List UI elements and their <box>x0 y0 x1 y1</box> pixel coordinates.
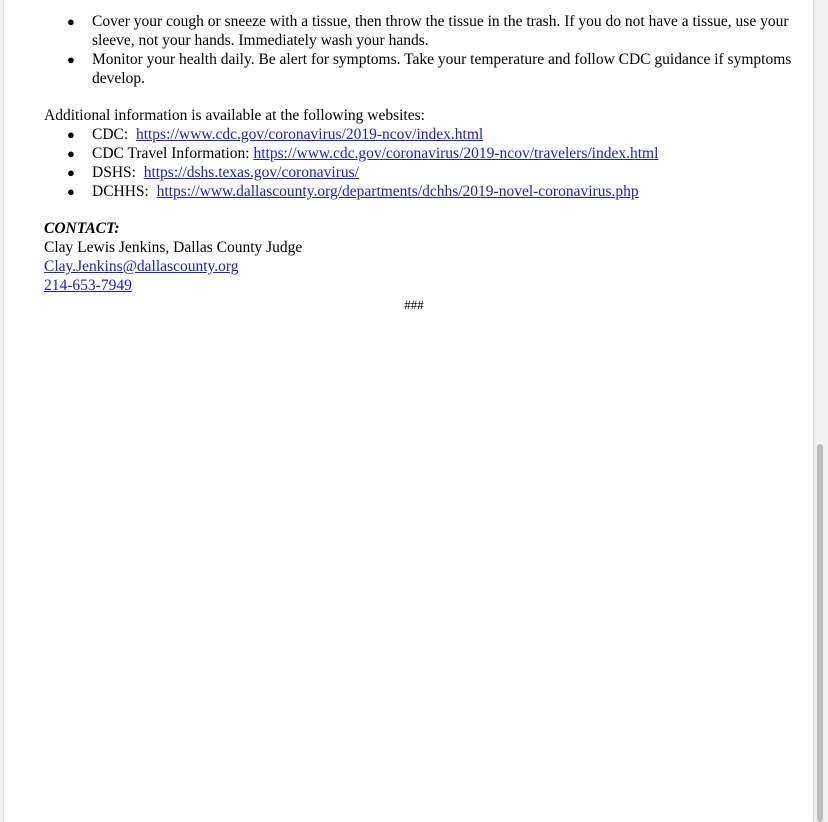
document-page <box>4 0 813 822</box>
contact-email-link[interactable]: Clay.Jenkins@dallascounty.org <box>44 258 239 275</box>
list-item <box>44 125 804 144</box>
link-label: CDC Travel Information: <box>92 145 250 162</box>
document-content <box>44 12 804 314</box>
bullet-text: Cover your cough or sneeze with a tissue, then throw the tissue in the trash. If you do not have a tissue, use your sleeve, not your hands. Immediately wash your hands. <box>92 13 789 49</box>
cdc-link[interactable]: https://www.cdc.gov/coronavirus/2019-ncov/index.html <box>135 126 484 143</box>
link-label: DSHS: <box>92 164 136 181</box>
bullet-icon: ● <box>67 52 75 67</box>
link-label: CDC: <box>92 126 129 143</box>
link-label: DCHHS: <box>92 183 149 200</box>
bullet-icon: ● <box>67 146 75 161</box>
bullet-text: Monitor your health daily. Be alert for symptoms. Take your temperature and follow CDC guidance if symptoms develop. <box>92 51 792 87</box>
bullet-icon: ● <box>67 127 75 142</box>
contact-phone-link[interactable]: 214-653-7949 <box>44 277 132 294</box>
contact-name: Clay Lewis Jenkins, Dallas County Judge <box>44 239 303 256</box>
list-item <box>44 182 804 201</box>
list-item <box>44 12 804 50</box>
guidance-list <box>44 12 804 88</box>
scrollbar-thumb[interactable] <box>817 444 823 822</box>
end-mark: ### <box>404 297 424 312</box>
additional-info-intro: Additional information is available at the following websites: <box>44 107 425 124</box>
bullet-icon: ● <box>67 14 75 29</box>
websites-list <box>44 125 804 201</box>
bullet-icon: ● <box>67 184 75 199</box>
dshs-link[interactable]: https://dshs.texas.gov/coronavirus/ <box>143 164 359 181</box>
list-item <box>44 144 804 163</box>
dchhs-link[interactable]: https://www.dallascounty.org/departments/dchhs/2019-novel-coronavirus.php <box>156 183 639 200</box>
list-item <box>44 50 804 88</box>
cdc-travel-link[interactable]: https://www.cdc.gov/coronavirus/2019-ncov/travelers/index.html <box>253 145 659 162</box>
contact-heading: CONTACT: <box>44 220 120 237</box>
bullet-icon: ● <box>67 165 75 180</box>
list-item <box>44 163 804 182</box>
